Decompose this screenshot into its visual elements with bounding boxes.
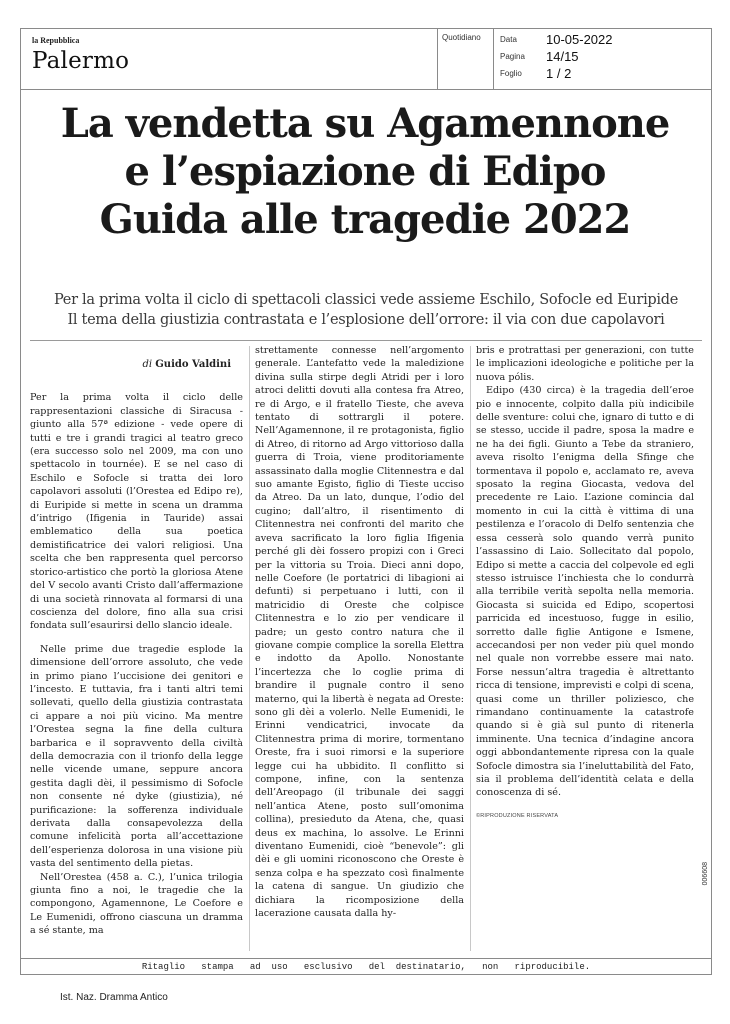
- subhead-line: Per la prima volta il ciclo di spettacoli classici vede assieme Eschilo, Sofocle ed Euripide: [53, 292, 678, 308]
- paragraph: Edipo (430 circa) è la tragedia dell’eroe pio e innocente, colpito dalla più indicibile delle sventure: colui che, ignaro di tutto e di se stesso, uccide il padre, sposa la madre e ne ha dei figli. Giunto a Tebe da straniero, aveva risolto l’enigma della Sfinge che tormentava il popolo e, acclamato re, aveva sposato la regina Giocasta, vedova del precedente re Laio. L’azione comincia dal momento in cui la città è vittima di una pestilenza e l’oracolo di Delfo sentenzia che essa cesserà solo quando verrà punito l’assassino di Laio. Sollecitato dal popolo, Edipo si mette a caccia del colpevole ed egli stesso istruisce l’inchiesta che lo condurrà alla terribile verità sepolta nella memoria. Giocasta si suicida ed Edipo, scopertosi parricida ed incestuoso, fugge in esilio, sorretto dalle figlie Antigone e Ismene, accecandosi per non veder più quel mondo nel quale non vorrebbe essere mai nato. Forse nessun’altra tragedia è altrettanto ricca di tensione, imprevisti e colpi di scena, quasi come un thriller poliziesco, che rimandano continuamente la catastrofe quando si è già sul punto di ritenerla imminente. Una tecnica d’indagine ancora oggi abbondantemente ripresa con la quale Sofocle dimostra sia l’ineluttabilità del Fato, sia il problema dell’identità celata e della conoscenza di sé.: [476, 385, 694, 799]
- meta-date-label: Data: [500, 35, 517, 44]
- column-divider: [249, 346, 250, 951]
- headline-line: e l’espiazione di Edipo: [124, 148, 606, 195]
- newspaper-edition: Palermo: [32, 48, 130, 74]
- meta-sheet-label: Foglio: [500, 69, 522, 78]
- meta-page-label: Pagina: [500, 52, 525, 61]
- masthead: [20, 28, 438, 90]
- article-column-3: [476, 344, 694, 956]
- meta-date-row: [500, 32, 700, 47]
- paragraph: Nell’Orestea (458 a. C.), l’unica trilogia giunta fino a noi, le tragedie che la compongono, Agamennone, Le Coefore e Le Eumenidi, offrono ciascuna un dramma a sé stante, ma: [30, 871, 243, 937]
- newspaper-brand: la Repubblica: [32, 36, 80, 45]
- byline-prefix: di: [142, 359, 153, 370]
- headline-divider: [30, 340, 702, 341]
- meta-page-value: 14/15: [546, 49, 579, 64]
- source-label: Ist. Naz. Dramma Antico: [60, 992, 168, 1003]
- column-divider: [470, 346, 471, 951]
- article-column-1: [30, 344, 243, 956]
- publication-type-box: [438, 28, 494, 90]
- meta-sheet-row: [500, 66, 700, 81]
- publication-type: Quotidiano: [442, 33, 481, 42]
- paragraph: strettamente connesse nell’argomento generale. L’antefatto vede la maledizione divina sulla stirpe degli Atridi per i loro atroci delitti dovuti alla contesa fra Atreo, re di Argo, e il fratello Tieste, che aveva tentato di sottrargli il potere. Nell’Agamennone, il re protagonista, figlio di Atreo, di ritorno ad Argo vittorioso dalla guerra di Troia, viene proditoriamente assassinato dalla moglie Clitennestra e dal suo amante Egisto, figlio di Tieste ucciso da Atreo. Da un lato, dunque, l’odio del cugino; dall’altro, il risentimento di Clitennestra nei confronti del marito che aveva sacrificato la loro figlia Ifigenia perché gli dèi fossero propizi con i Greci per la vittoria su Troia. Dieci anni dopo, nelle Coefore (le portatrici di libagioni ai defunti) si perpetuano i lutti, con il matricidio di Oreste che colpisce Clitennestra e lo zio per vendicare il padre; un gesto contro natura che il giovane compie complice la sorella Elettra e indotto da Apollo. Nonostante l’incertezza che lo coglie prima di brandire il pugnale contro il seno materno, qui la libertà è negata ad Oreste: sono gli dèi a volerlo. Nelle Eumenidi, le Erinni vendicatrici, invocate da Clitennestra prima di morire, tormentano Oreste, fra i suoi rimorsi e la superiore legge cui ha ubbidito. Il conflitto si compone, infine, con la sentenza dell’Areopago (il tribunale dei saggi nell’antica Atene, posto sull’omonima collina), presieduto da Atena, che, quasi deus ex machina, lo assolve. Le Erinni diventano Eumenidi, cioè “benevole”: gli dèi e gli uomini riconoscono che Oreste è senza colpa e ha spezzato così finalmente la catena di sangue. Un giudizio che dichiara la ricomposizione della lacerazione causata dalla hy-: [255, 345, 464, 920]
- side-code: 006608: [702, 862, 709, 886]
- headline-line: La vendetta su Agamennone: [60, 100, 670, 147]
- byline: [30, 358, 243, 371]
- article-column-2: [255, 344, 464, 956]
- headline-line: Guida alle tragedie 2022: [99, 196, 631, 243]
- meta-page-row: [500, 49, 700, 64]
- paragraph: bris e protrattasi per generazioni, con tutte le implicazioni ideologiche e politiche per la nuova pólis.: [476, 345, 694, 383]
- article-subheadline: [28, 290, 704, 330]
- article-headline: [30, 100, 700, 244]
- copyright-notice: ©RIPRODUZIONE RISERVATA: [476, 812, 559, 819]
- subhead-line: Il tema della giustizia contrastata e l’esplosione dell’orrore: il via con due capolavori: [67, 312, 665, 328]
- meta-sheet-value: 1 / 2: [546, 66, 572, 81]
- paragraph: Nelle prime due tragedie esplode la dimensione dell’orrore assoluto, che vede in primo piano l’uccisione dei genitori e l’incesto. E tuttavia, fra i tanti altri temi sollevati, quello della giustizia contrastata ci appare a noi più vicino. Ma mentre l’Orestea segna la fine della cultura barbarica e il sopravvento della civiltà della democrazia con il trionfo della legge nelle vicende umane, seppure ancora gestita dagli dèi, il pessimismo di Sofocle non consente né dyke (giustizia), né purificazione: la sofferenza individuale derivata dalla consapevolezza della comune infelicità porta all’accettazione dell’esperienza dolorosa in una visione più vasta del sentimento della pietas.: [30, 643, 243, 870]
- byline-author: Guido Valdini: [155, 359, 231, 370]
- metadata-box: [494, 28, 712, 90]
- paragraph: Per la prima volta il ciclo delle rappresentazioni classiche di Siracusa - giunto alla 57ª edizione - vede opere di tutti e tre i grandi tragici al teatro greco (era successo solo nel 2009, ma con uno spettacolo in tournée). E se nel caso di Eschilo e Sofocle si tratta dei loro capolavori assoluti (l’Orestea ed Edipo re), di Euripide si mette in scena un dramma d’intrigo (Ifigenia in Tauride) assai emblematico della sua poetica demistificatrice dei valori religiosi. Una scelta che ben rappresenta quel percorso storico-artistico che portò la gloriosa Atene del V secolo avanti Cristo dall’affermazione di una società rinnovata al formarsi di una coscienza del dolore, fino alla sua crisi fondata sull’esaurirsi dello slancio ideale.: [30, 392, 243, 632]
- meta-date-value: 10-05-2022: [546, 32, 613, 47]
- clipping-disclaimer: Ritaglio stampa ad uso esclusivo del destinatario, non riproducibile.: [20, 958, 712, 975]
